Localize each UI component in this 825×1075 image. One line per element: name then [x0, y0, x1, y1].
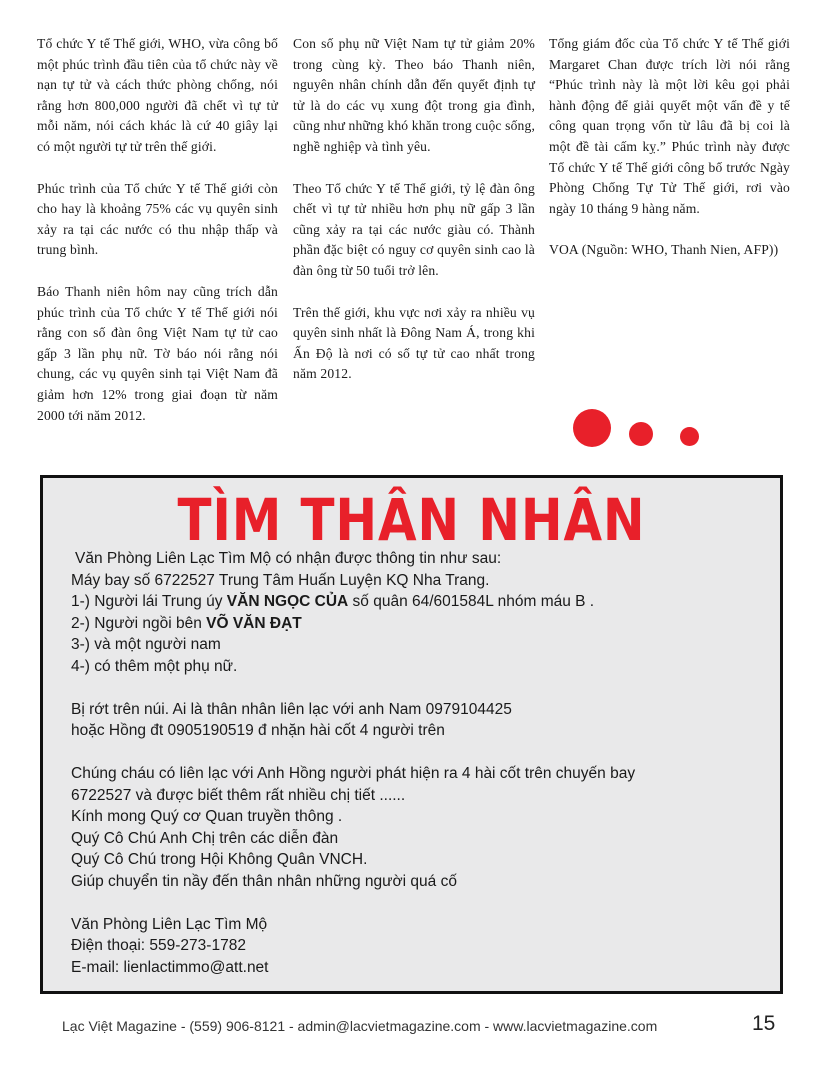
article-paragraph: Tổ chức Y tế Thế giới, WHO, vừa công bố một phúc trình đầu tiên của tổ chức này về nạn tự tử và cách thức phòng chống, nói rằng hơn 800,000 người đã chết vì tự tử mỗi năm, nói cách khác là cứ 40 giây lại có một người tự tử trên thế giới.: [37, 36, 278, 154]
article-column-2: [293, 34, 535, 406]
notice-item-1: [71, 591, 771, 613]
notice-sign-phone: Điện thoại: 559-273-1782: [71, 937, 246, 954]
notice-item-2: [71, 613, 771, 635]
article-column-3: [549, 34, 790, 282]
end-dot-medium-icon: [629, 422, 653, 446]
notice-para-1: Chúng cháu có liên lạc với Anh Hồng người phát hiện ra 4 hài cốt trên chuyến bay: [71, 765, 636, 782]
notice-item-3: 3-) và một người nam: [71, 636, 221, 653]
notice-intro: Văn Phòng Liên Lạc Tìm Mộ có nhận được thông tin như sau:: [75, 550, 502, 567]
article-source: VOA (Nguồn: WHO, Thanh Nien, AFP)): [549, 242, 779, 258]
item-2-prefix: 2-) Người ngồi bên: [71, 614, 207, 632]
notice-para-6: Giúp chuyển tin nầy đến thân nhân những người quá cố: [71, 872, 457, 890]
article-paragraph: Theo Tổ chức Y tế Thế giới, tỷ lệ đàn ông chết vì tự tử nhiều hơn phụ nữ gấp 3 lần cũng xảy ra tại các nước giàu có. Thành phần đặc biệt có nguy cơ quyên sinh cao là đàn ông từ 50 tuổi trở lên.: [293, 180, 535, 278]
notice-flight: Máy bay số 6722527 Trung Tâm Huấn Luyện KQ Nha Trang.: [71, 571, 490, 589]
item-2-name: VÕ VĂN ĐẠT: [206, 614, 302, 632]
article-column-1: [37, 34, 278, 447]
article-paragraph: Phúc trình của Tổ chức Y tế Thế giới còn cho hay là khoảng 75% các vụ quyên sinh xảy ra tại các nước có thu nhập thấp và trung bình.: [37, 180, 278, 258]
notice-sign-email: E-mail: lienlactimmo@att.net: [71, 958, 269, 976]
notice-contact-2: hoặc Hồng đt 0905190519 đ nhặn hài cốt 4 người trên: [71, 722, 445, 739]
notice-para-4: Quý Cô Chú Anh Chị trên các diễn đàn: [71, 829, 339, 847]
article-paragraph: Tổng giám đốc của Tổ chức Y tế Thế giới Margaret Chan được trích lời nói rằng “Phúc trình này là một lời kêu gọi phải hành động để giải quyết một vấn đề y tế công quan trọng vốn từ lâu đã bị coi là một đề tài cấm kỵ.” Phúc trình này được Tổ chức Y tế Thế giới công bố trước Ngày Phòng Chống Tự Tử Thế giới, rơi vào ngày 10 tháng 9 hàng năm.: [549, 36, 790, 216]
end-dot-large-icon: [573, 409, 611, 447]
item-1-suffix: số quân 64/601584L nhóm máu B .: [348, 593, 595, 610]
item-1-name: VĂN NGỌC CỦA: [226, 593, 349, 610]
notice-item-4: 4-) có thêm một phụ nữ.: [71, 657, 238, 675]
notice-para-2: 6722527 và được biết thêm rất nhiều chị tiết ......: [71, 786, 406, 804]
notice-body: [71, 548, 771, 978]
notice-para-3: Kính mong Quý cơ Quan truyền thông .: [71, 808, 343, 825]
notice-title: TÌM THÂN NHÂN: [177, 486, 646, 554]
notice-contact-1: Bị rớt trên núi. Ai là thân nhân liên lạc với anh Nam 0979104425: [71, 700, 512, 718]
article-paragraph: Con số phụ nữ Việt Nam tự tử giảm 20% trong cùng kỳ. Theo báo Thanh niên, nguyên nhân chính dẫn đến quyết định tự tử là do các vụ xung đột trong gia đình, cũng như những khó khăn trong cuộc sống, nghề nghiệp và tình yêu.: [293, 36, 535, 154]
notice-sign-name: Văn Phòng Liên Lạc Tìm Mộ: [71, 915, 268, 933]
article-paragraph: Báo Thanh niên hôm nay cũng trích dẫn phúc trình của Tổ chức Y tế Thế giới nói rằng con số đàn ông Việt Nam tự tử cao gấp 3 lần phụ nữ. Tờ báo nói rằng nói chung, các vụ quyên sinh tại Việt Nam đã giảm hơn 12% trong giai đoạn từ năm 2000 tới năm 2012.: [37, 283, 278, 423]
notice-box: [40, 475, 783, 994]
article-paragraph: Trên thế giới, khu vực nơi xảy ra nhiều vụ quyên sinh nhất là Đông Nam Á, trong khi Ấn Độ là nơi có số tự tử cao nhất trong năm 2012.: [293, 304, 535, 382]
notice-para-5: Quý Cô Chú trong Hội Không Quân VNCH.: [71, 851, 368, 868]
page-number: 15: [752, 1012, 776, 1035]
page-footer: Lạc Việt Magazine - (559) 906-8121 - admin@lacvietmagazine.com - www.lacvietmagazine.com: [62, 1018, 658, 1034]
end-dot-small-icon: [680, 427, 699, 446]
item-1-prefix: 1-) Người lái Trung úy: [71, 593, 227, 610]
